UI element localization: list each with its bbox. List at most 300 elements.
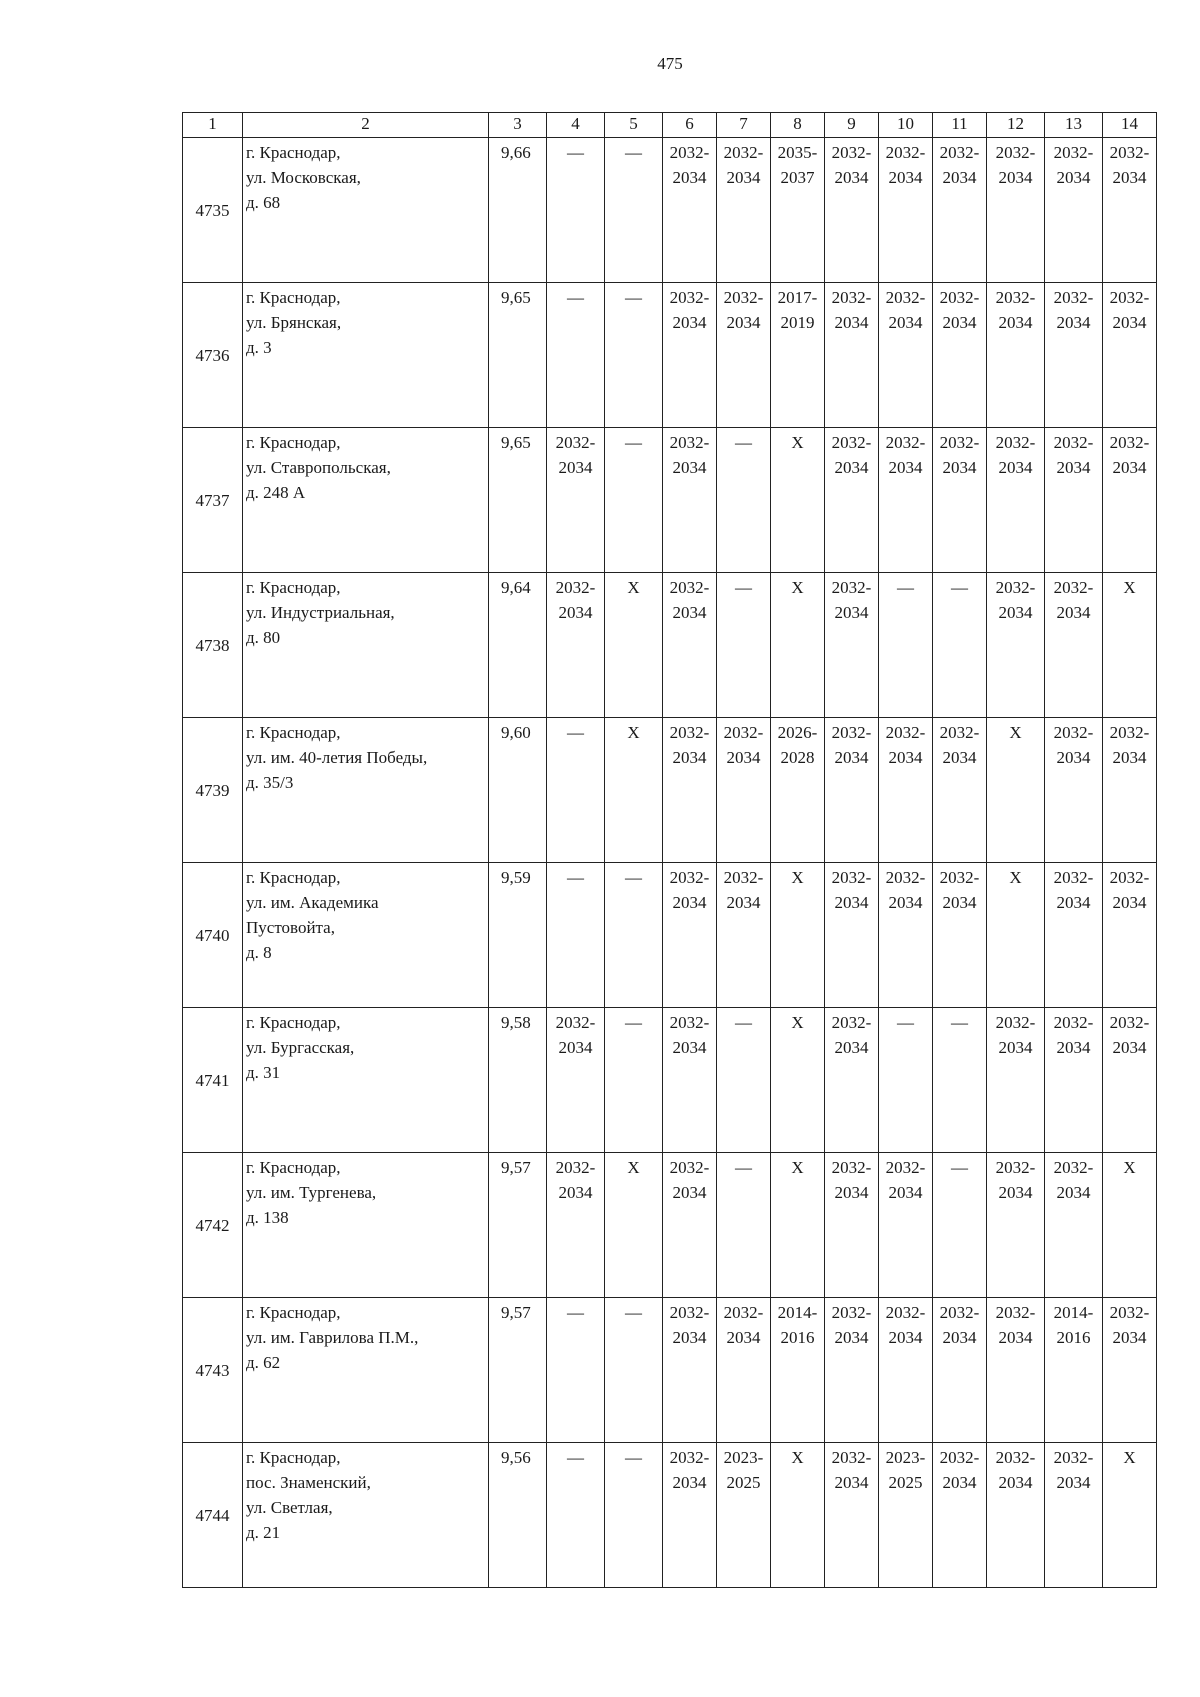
column-header: 12 [987,113,1045,138]
schedule-cell [1045,573,1103,718]
row-number: 4740 [183,863,243,1008]
year-end: 2034 [888,893,923,912]
year-end: 2034 [834,458,869,477]
table-row [183,138,1157,283]
year-start: 2032- [831,1013,872,1032]
year-end: 2034 [888,313,923,332]
year-end: 2034 [998,458,1033,477]
schedule-cell [771,863,825,1008]
year-start: 2032- [1109,288,1150,307]
address-line: ул. Бургасская, [246,1038,355,1057]
address-line: д. 21 [246,1523,281,1542]
year-end: 2034 [672,893,707,912]
year-start: 2032- [1053,143,1094,162]
year-end: 2034 [672,748,707,767]
schedule-cell [717,863,771,1008]
value-cell: 9,65 [489,428,547,573]
schedule-cell-text [987,430,1044,480]
schedule-cell-text [1103,1300,1156,1350]
schedule-cell [933,138,987,283]
schedule-cell [663,1443,717,1588]
schedule-cell-text [771,285,824,335]
schedule-cell-text [663,1445,716,1495]
year-end: 2034 [834,603,869,622]
year-end: 2034 [888,168,923,187]
year-start: 2032- [995,433,1036,452]
schedule-cell [933,718,987,863]
schedule-cell [605,573,663,718]
schedule-cell [825,283,879,428]
schedule-cell [663,138,717,283]
schedule-cell [825,138,879,283]
year-start: 2032- [1109,1013,1150,1032]
year-start: 2032- [669,288,710,307]
year-end: 2034 [834,168,869,187]
year-start: 2032- [1109,1303,1150,1322]
year-start: 2032- [831,868,872,887]
column-header: 1 [183,113,243,138]
schedule-cell-text [663,430,716,480]
row-number: 4743 [183,1298,243,1443]
schedule-cell-text [1045,1010,1102,1060]
schedule-cell-text [825,1445,878,1495]
schedule-cell-text [825,1155,878,1205]
year-start: 2032- [1109,868,1150,887]
schedule-cell [879,428,933,573]
schedule-cell [605,863,663,1008]
year-start: 2032- [995,1013,1036,1032]
year-end: 2034 [834,1328,869,1347]
schedule-cell [547,718,605,863]
year-end: 2034 [1112,1328,1147,1347]
value-cell: 9,57 [489,1298,547,1443]
year-end: 2034 [942,1328,977,1347]
schedule-cell [547,1153,605,1298]
schedule-cell [717,283,771,428]
address-cell [243,573,489,718]
year-start: 2032- [831,723,872,742]
schedule-cell-text [933,1445,986,1495]
year-end: 2034 [888,1328,923,1347]
schedule-cell [663,863,717,1008]
schedule-cell-text [1103,1010,1156,1060]
schedule-cell [663,1153,717,1298]
year-start: 2032- [939,868,980,887]
schedule-cell-text [825,430,878,480]
year-start: 2032- [1053,1013,1094,1032]
year-start: 2032- [885,433,926,452]
schedule-cell [547,138,605,283]
schedule-cell [771,1298,825,1443]
schedule-cell [547,573,605,718]
schedule-cell [987,718,1045,863]
schedule-cell-text [547,1155,604,1205]
schedule-cell [987,573,1045,718]
schedule-cell-text [663,1300,716,1350]
table-row [183,428,1157,573]
year-end: 2034 [888,458,923,477]
schedule-cell-text [825,720,878,770]
schedule-cell [1103,1008,1157,1153]
header-row [183,113,1157,138]
schedule-cell-text [717,1300,770,1350]
schedule-cell [1045,1008,1103,1153]
address-cell [243,1443,489,1588]
year-end: 2034 [942,168,977,187]
year-start: 2032- [1109,723,1150,742]
schedule-cell-text [717,865,770,915]
year-start: 2032- [995,1448,1036,1467]
schedule-cell [663,283,717,428]
schedule-cell [605,1443,663,1588]
address-cell [243,1298,489,1443]
schedule-cell-text [663,1010,716,1060]
year-end: 2034 [726,893,761,912]
address-line: г. Краснодар, [246,723,341,742]
schedule-cell [717,138,771,283]
year-end: 2025 [888,1473,923,1492]
schedule-cell-text [717,140,770,190]
year-start: 2032- [939,433,980,452]
value-cell: 9,57 [489,1153,547,1298]
year-end: 2034 [942,313,977,332]
row-number: 4736 [183,283,243,428]
year-start: 2032- [669,578,710,597]
schedule-cell-text: — [951,1013,968,1032]
row-number: 4742 [183,1153,243,1298]
schedule-cell [825,718,879,863]
schedule-cell-text [879,865,932,915]
schedule-cell [771,138,825,283]
year-end: 2016 [1056,1328,1091,1347]
schedule-cell [547,863,605,1008]
schedule-cell-text [1045,140,1102,190]
year-start: 2026- [777,723,818,742]
schedule-cell-text: Х [1123,578,1136,597]
schedule-cell-text [663,575,716,625]
address-cell [243,283,489,428]
schedule-cell-text [933,430,986,480]
address-line: ул. им. Гаврилова П.М., [246,1328,419,1347]
year-end: 2034 [1056,893,1091,912]
schedule-cell [605,138,663,283]
year-end: 2019 [780,313,815,332]
schedule-cell-text [987,1155,1044,1205]
column-header: 14 [1103,113,1157,138]
address-cell [243,1153,489,1298]
schedule-cell [987,863,1045,1008]
schedule-cell-text [1045,430,1102,480]
schedule-cell-text: Х [1009,868,1022,887]
year-start: 2032- [669,1448,710,1467]
schedule-cell [605,1153,663,1298]
schedule-cell-text: Х [791,1013,804,1032]
schedule-cell [1103,138,1157,283]
year-start: 2032- [939,143,980,162]
schedule-cell [825,1153,879,1298]
address-cell [243,138,489,283]
schedule-cell-text: Х [1009,723,1022,742]
year-end: 2034 [942,893,977,912]
column-header: 4 [547,113,605,138]
schedule-cell [771,283,825,428]
year-start: 2032- [723,1303,764,1322]
schedule-cell-text: — [625,1448,642,1467]
address-line: д. 31 [246,1063,281,1082]
year-end: 2034 [726,313,761,332]
schedule-cell-text [1103,140,1156,190]
schedule-cell-text [663,720,716,770]
year-end: 2034 [672,168,707,187]
year-end: 2034 [998,1328,1033,1347]
schedule-cell [1045,1153,1103,1298]
address-line: г. Краснодар, [246,433,341,452]
year-start: 2032- [555,1158,596,1177]
schedule-cell-text [663,865,716,915]
schedule-cell-text: — [951,578,968,597]
year-end: 2037 [780,168,815,187]
address-cell [243,718,489,863]
year-end: 2034 [1056,1038,1091,1057]
column-header: 3 [489,113,547,138]
table-row [183,863,1157,1008]
schedule-cell [1045,863,1103,1008]
schedule-cell [1045,428,1103,573]
schedule-cell-text [879,430,932,480]
address-line: д. 68 [246,193,281,212]
year-start: 2032- [831,1448,872,1467]
schedule-cell-text [825,285,878,335]
address-line: д. 138 [246,1208,289,1227]
schedule-cell-text: Х [1123,1448,1136,1467]
address-line: ул. им. Тургенева, [246,1183,377,1202]
schedule-cell-text [663,140,716,190]
address-line: д. 80 [246,628,281,647]
schedule-cell [605,283,663,428]
year-start: 2032- [1053,288,1094,307]
schedule-cell [987,428,1045,573]
year-start: 2032- [885,1303,926,1322]
schedule-cell-text [1045,1155,1102,1205]
row-number: 4739 [183,718,243,863]
schedule-cell [771,1443,825,1588]
schedule-cell [825,1008,879,1153]
schedule-cell [987,1008,1045,1153]
year-start: 2017- [777,288,818,307]
table-row [183,283,1157,428]
schedule-cell [987,283,1045,428]
schedule-cell [1103,283,1157,428]
address-line: д. 8 [246,943,272,962]
schedule-cell-text [933,720,986,770]
year-start: 2032- [831,143,872,162]
schedule-cell [987,1298,1045,1443]
schedule-cell [663,1008,717,1153]
schedule-cell [1103,863,1157,1008]
schedule-cell-text [1045,575,1102,625]
schedule-cell [933,428,987,573]
year-end: 2034 [1112,313,1147,332]
year-end: 2034 [1056,168,1091,187]
year-start: 2032- [669,1013,710,1032]
schedule-cell-text [1103,285,1156,335]
schedule-cell-text [987,285,1044,335]
schedule-cell-text: Х [627,1158,640,1177]
schedule-cell-text [1103,430,1156,480]
year-end: 2034 [1112,748,1147,767]
schedule-cell [879,1153,933,1298]
schedule-cell [879,138,933,283]
schedule-cell [987,1443,1045,1588]
table-row [183,1298,1157,1443]
year-end: 2034 [998,168,1033,187]
year-start: 2032- [995,1158,1036,1177]
year-start: 2032- [1053,578,1094,597]
year-end: 2034 [672,1328,707,1347]
year-start: 2023- [885,1448,926,1467]
schedule-cell [933,283,987,428]
value-cell: 9,60 [489,718,547,863]
table-body [183,138,1157,1588]
schedule-cell [879,1008,933,1153]
year-start: 2032- [723,868,764,887]
schedule-cell [933,1008,987,1153]
schedule-cell-text: — [625,868,642,887]
year-end: 2034 [834,893,869,912]
year-start: 2032- [669,1158,710,1177]
year-end: 2034 [998,1038,1033,1057]
row-number: 4737 [183,428,243,573]
year-end: 2034 [834,1473,869,1492]
year-end: 2034 [1056,458,1091,477]
table-row [183,1443,1157,1588]
schedule-cell-text: Х [791,1158,804,1177]
year-end: 2034 [672,458,707,477]
value-cell: 9,56 [489,1443,547,1588]
row-number: 4738 [183,573,243,718]
schedule-cell-text [1045,285,1102,335]
schedule-cell-text [879,1445,932,1495]
schedule-cell [547,1298,605,1443]
year-start: 2032- [831,1158,872,1177]
schedule-cell-text: — [735,1158,752,1177]
address-line: ул. Московская, [246,168,361,187]
value-cell: 9,65 [489,283,547,428]
schedule-cell-text [987,1300,1044,1350]
value-cell: 9,64 [489,573,547,718]
year-start: 2032- [1053,433,1094,452]
schedule-cell-text: Х [791,433,804,452]
row-number: 4744 [183,1443,243,1588]
schedule-cell-text [1045,865,1102,915]
address-line: ул. им. Академика [246,893,379,912]
row-number: 4735 [183,138,243,283]
year-start: 2032- [1053,723,1094,742]
year-start: 2032- [939,1303,980,1322]
address-line: г. Краснодар, [246,143,341,162]
schedule-cell [605,718,663,863]
schedule-cell [1103,428,1157,573]
year-end: 2034 [998,603,1033,622]
schedule-cell-text: — [567,288,584,307]
year-start: 2032- [1053,1158,1094,1177]
schedule-cell-text [547,430,604,480]
schedule-cell-text: — [735,578,752,597]
year-start: 2032- [1109,143,1150,162]
year-start: 2032- [885,288,926,307]
schedule-cell [1045,718,1103,863]
schedule-cell-text [879,1300,932,1350]
address-line: г. Краснодар, [246,1448,341,1467]
schedule-cell-text: — [897,578,914,597]
address-line: г. Краснодар, [246,868,341,887]
year-start: 2032- [939,288,980,307]
schedule-cell-text [1103,720,1156,770]
schedule-cell-text [933,1300,986,1350]
schedule-cell [663,428,717,573]
schedule-cell [879,283,933,428]
year-end: 2034 [1056,1183,1091,1202]
schedule-cell [933,1153,987,1298]
column-header: 6 [663,113,717,138]
address-line: ул. Брянская, [246,313,342,332]
schedule-cell-text [663,285,716,335]
column-header: 7 [717,113,771,138]
year-start: 2032- [723,143,764,162]
schedule-cell-text [1103,865,1156,915]
address-line: д. 62 [246,1353,281,1372]
column-header: 9 [825,113,879,138]
address-line: Пустовойта, [246,918,335,937]
year-end: 2034 [672,1038,707,1057]
schedule-cell [1103,1153,1157,1298]
schedule-cell [717,1443,771,1588]
schedule-cell-text: — [567,143,584,162]
year-end: 2034 [942,748,977,767]
schedule-cell [771,428,825,573]
schedule-cell-text [717,285,770,335]
schedule-cell [547,428,605,573]
schedule-cell [547,1008,605,1153]
schedule-cell-text [825,140,878,190]
address-line: ул. Светлая, [246,1498,333,1517]
year-end: 2034 [558,1038,593,1057]
schedule-cell [879,1443,933,1588]
schedule-cell [717,1298,771,1443]
schedule-cell-text [987,1445,1044,1495]
year-start: 2032- [669,143,710,162]
schedule-cell-text [987,1010,1044,1060]
schedule-cell-text [663,1155,716,1205]
address-line: г. Краснодар, [246,1158,341,1177]
year-end: 2034 [834,313,869,332]
column-header: 5 [605,113,663,138]
year-start: 2032- [831,578,872,597]
schedule-cell [1103,718,1157,863]
year-end: 2034 [998,1183,1033,1202]
year-start: 2032- [939,1448,980,1467]
address-line: ул. Ставропольская, [246,458,391,477]
schedule-cell [933,573,987,718]
year-start: 2023- [723,1448,764,1467]
schedule-cell-text [717,1445,770,1495]
schedule-cell [1045,1443,1103,1588]
year-start: 2032- [885,143,926,162]
schedule-cell-text: — [625,143,642,162]
schedule-cell [717,428,771,573]
schedule-cell-text [933,865,986,915]
schedule-cell-text: — [567,1303,584,1322]
